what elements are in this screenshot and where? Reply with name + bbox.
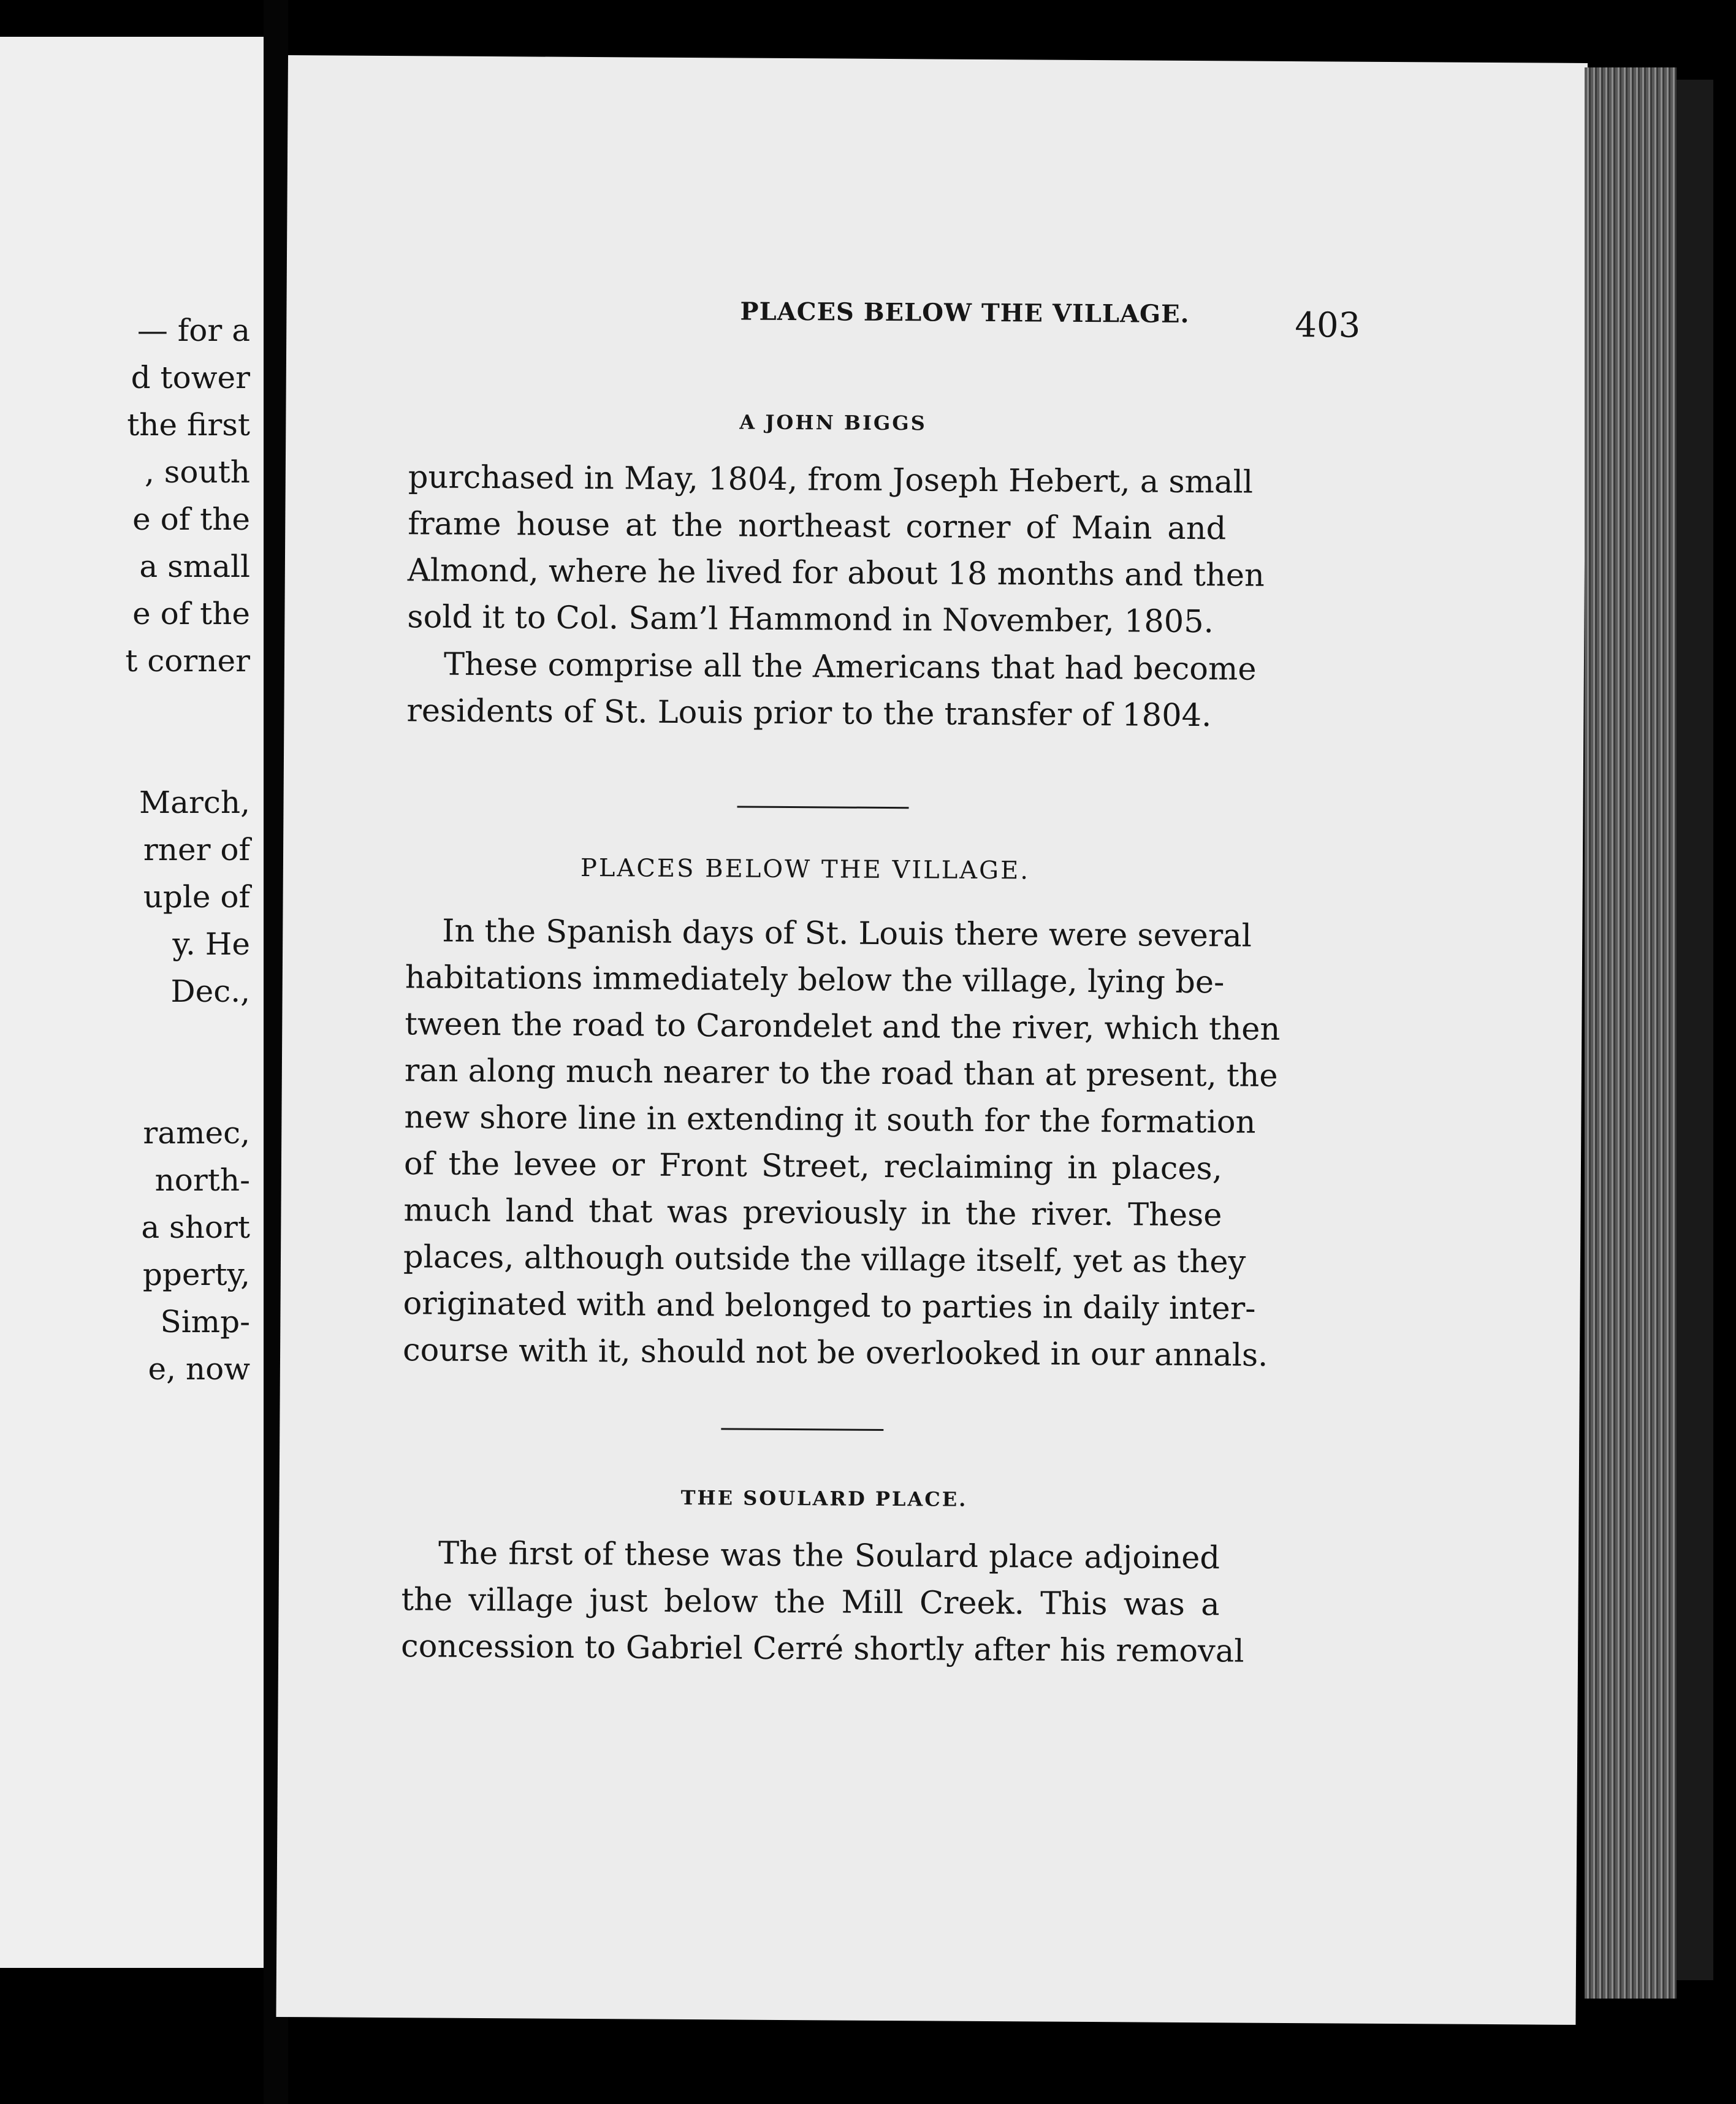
text-line: places, although outside the village itself, yet as they [403, 1239, 1246, 1281]
section-divider [721, 1428, 883, 1431]
left-text-line: — for a [137, 313, 250, 348]
left-text-line: e, now [148, 1351, 250, 1387]
text-line: residents of St. Louis prior to the transfer of 1804. [406, 693, 1212, 734]
left-text-line: Simp- [160, 1304, 250, 1340]
left-text-line: t corner [125, 643, 250, 679]
left-text-line: a small [139, 549, 250, 584]
page-content [400, 56, 1361, 1670]
section-heading-places-below: PLACES BELOW THE VILLAGE. [580, 853, 1030, 885]
left-text-line: March, [139, 785, 250, 820]
left-text-line: a short [141, 1210, 250, 1245]
text-line: ran along much nearer to the road than at present, the [404, 1053, 1278, 1094]
left-text-line: ramec, [143, 1115, 250, 1151]
text-line: of the levee or Front Street, reclaiming in places, [403, 1146, 1223, 1187]
left-text-line: rner of [143, 832, 250, 867]
text-line: purchased in May, 1804, from Joseph Hebert, a small [408, 459, 1254, 501]
left-text-line: north- [154, 1162, 250, 1198]
text-line: sold it to Col. Sam’l Hammond in November, 1805. [407, 599, 1214, 641]
text-line: habitations immediately below the village, lying be- [405, 959, 1225, 1001]
paragraph [400, 1530, 1244, 1675]
book-edge [1677, 80, 1713, 1980]
text-line: much land that was previously in the river. These [403, 1192, 1222, 1234]
left-text-line: uple of [143, 879, 250, 915]
section-divider [737, 806, 909, 809]
text-line: new shore line in extending it south for the formation [404, 1099, 1256, 1141]
paragraph [406, 641, 1257, 739]
page-number: 403 [1295, 305, 1361, 346]
text-line: Almond, where he lived for about 18 months and then [407, 552, 1265, 594]
text-line: frame house at the northeast corner of Main and [408, 506, 1227, 547]
text-line: concession to Gabriel Cerré shortly after his removal [400, 1628, 1244, 1670]
text-line: In the Spanish days of St. Louis there were several [442, 913, 1252, 955]
left-page [0, 37, 264, 1968]
text-line: tween the road to Carondelet and the river, which then [405, 1006, 1281, 1048]
page-stack-edge [1585, 67, 1677, 1999]
text-line: The first of these was the Soulard place adjoined [438, 1535, 1220, 1577]
text-line: originated with and belonged to parties in daily inter- [403, 1286, 1256, 1327]
left-text-line: Dec., [170, 974, 250, 1009]
text-line: the village just below the Mill Creek. This was a [401, 1582, 1220, 1623]
paragraph [407, 454, 1265, 646]
paragraph [402, 908, 1281, 1379]
text-line: course with it, should not be overlooked in our annals. [402, 1332, 1268, 1374]
left-text-line: e of the [132, 596, 250, 631]
left-text-line: pperty, [142, 1257, 250, 1292]
right-page [276, 55, 1588, 2025]
section-heading-john-biggs: A JOHN BIGGS [739, 410, 927, 435]
left-text-line: the first [127, 407, 250, 443]
running-head: PLACES BELOW THE VILLAGE. [740, 297, 1190, 329]
left-text-line: e of the [132, 501, 250, 537]
left-text-line: d tower [131, 360, 250, 395]
section-heading-soulard-place: THE SOULARD PLACE. [680, 1485, 968, 1511]
left-text-line: , south [144, 454, 250, 490]
text-line: These comprise all the Americans that had become [443, 646, 1257, 688]
left-text-line: y. He [172, 926, 250, 962]
